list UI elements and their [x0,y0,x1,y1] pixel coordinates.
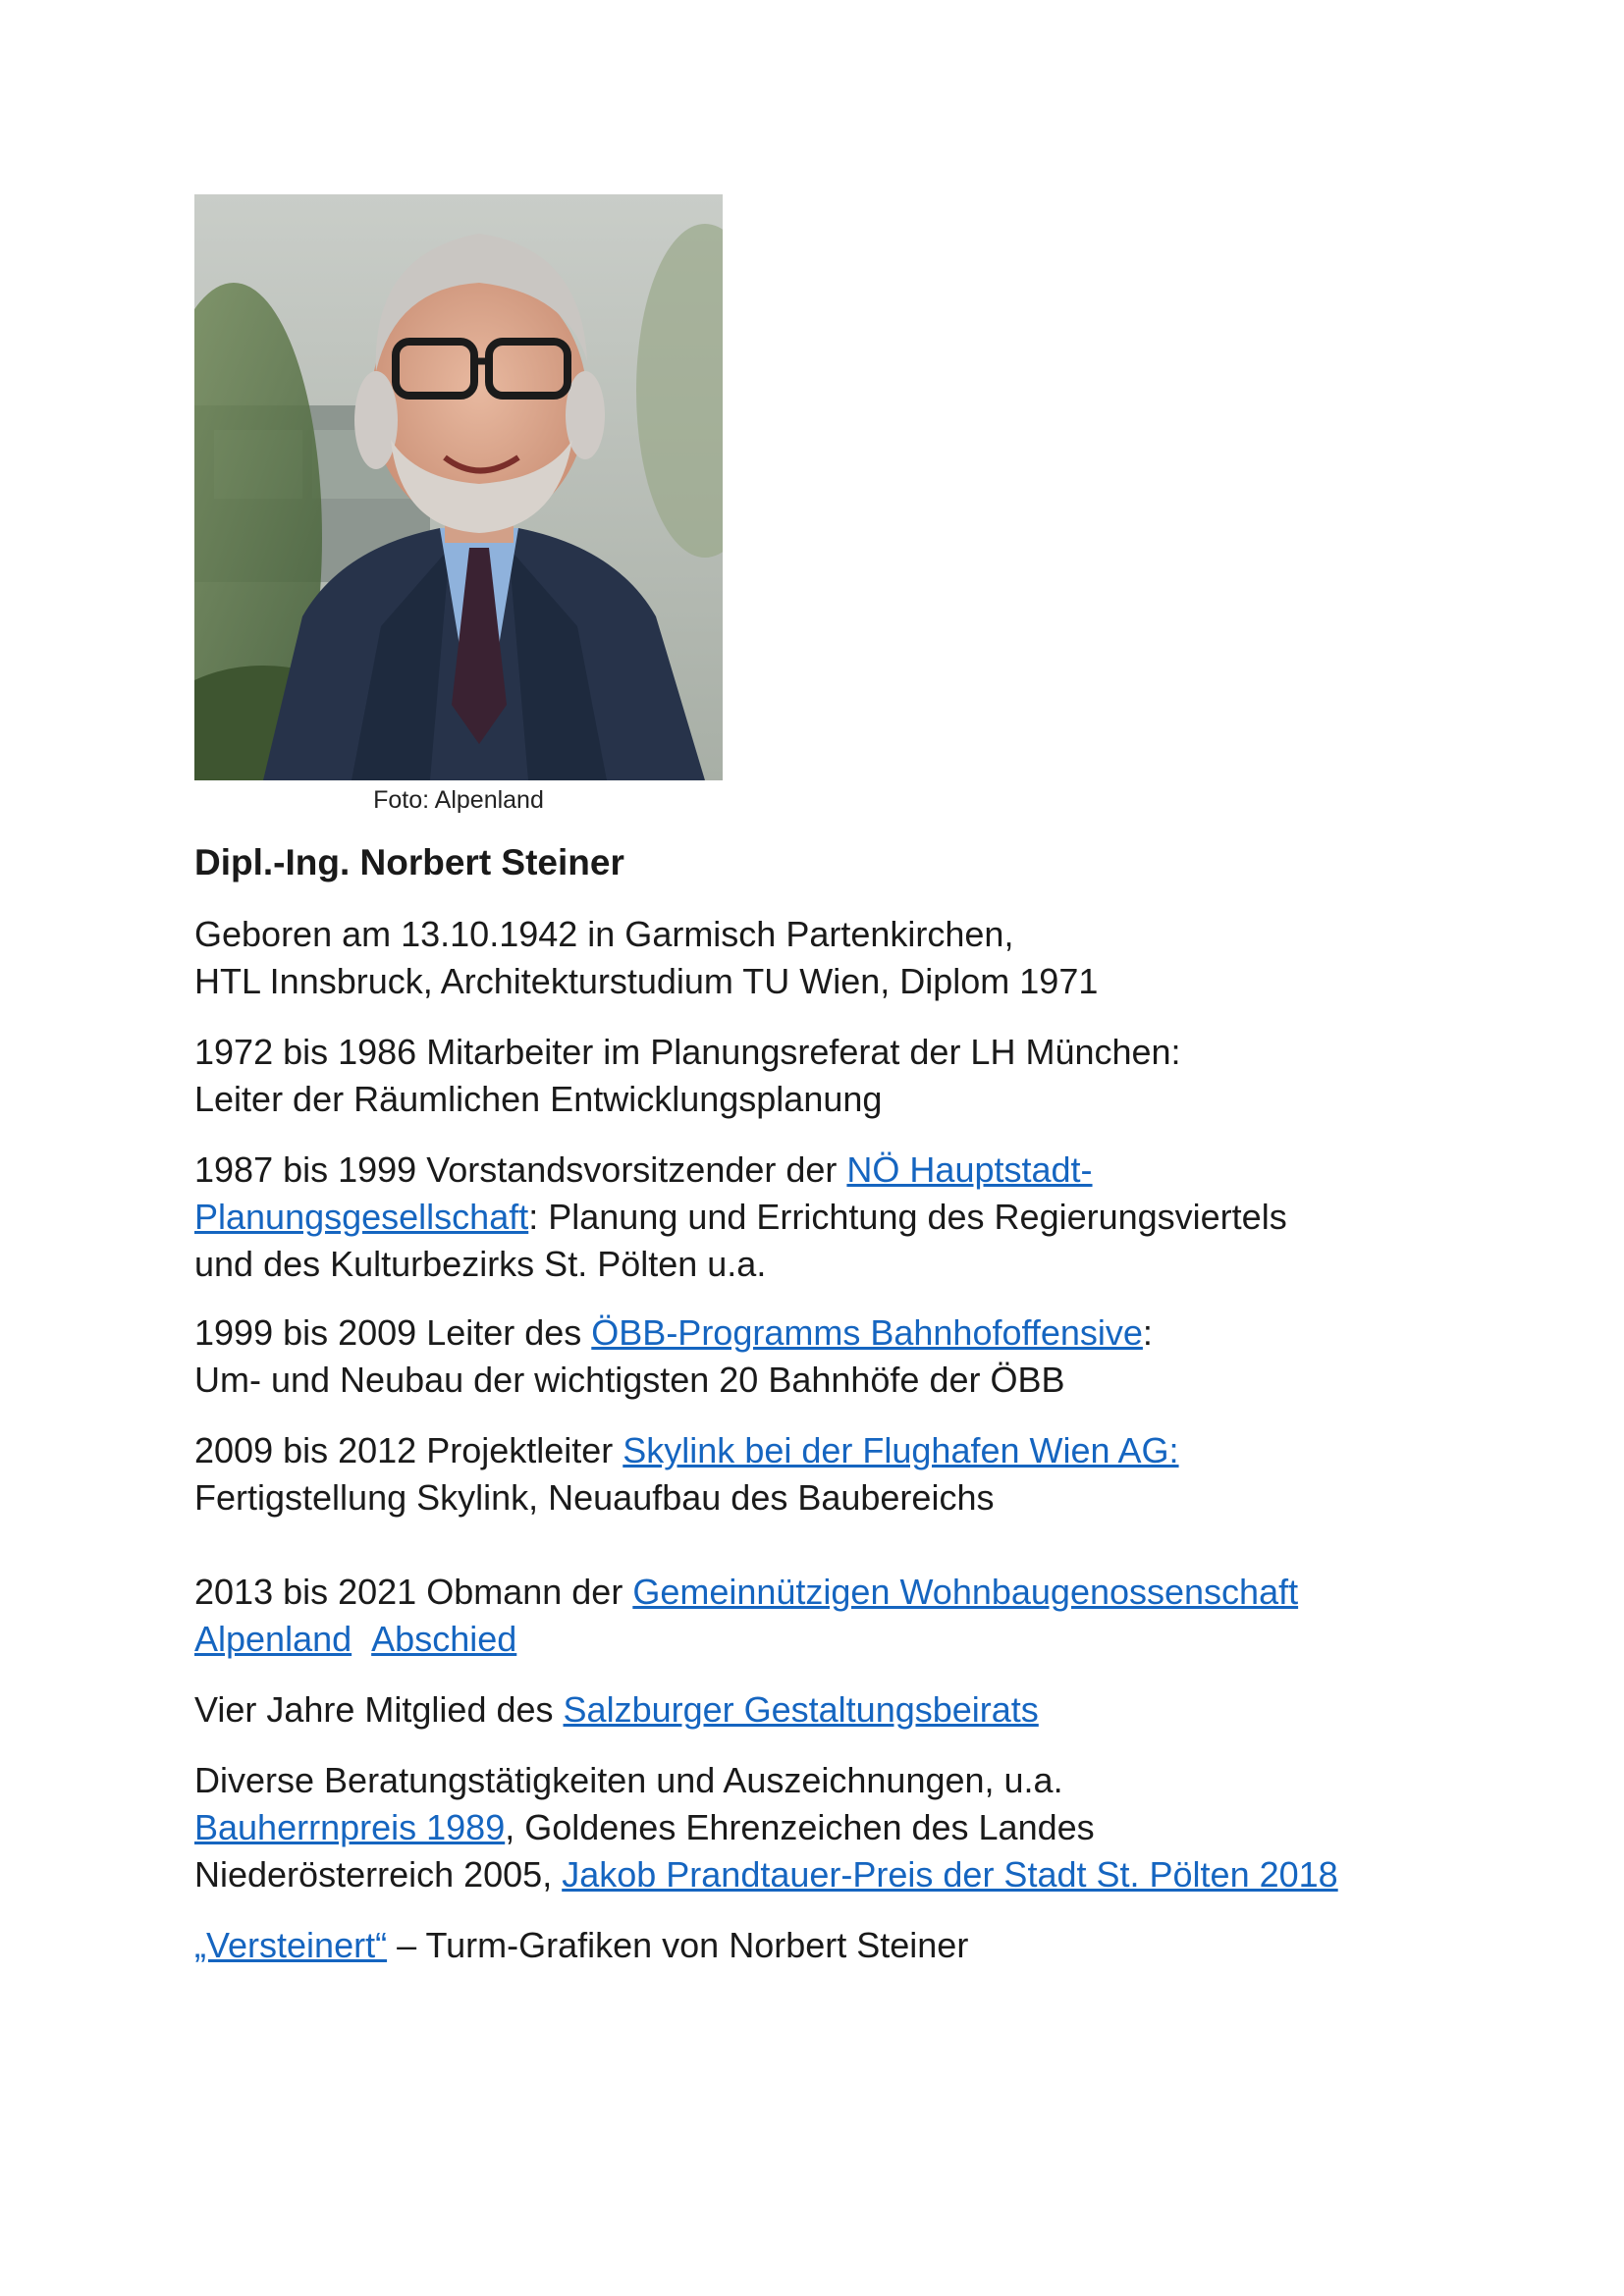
bio-birth-line1: Geboren am 13.10.1942 in Garmisch Partenkirchen, [194,914,1014,954]
photo-caption: Foto: Alpenland [373,786,544,814]
bio-noe-line3: und des Kulturbezirks St. Pölten u.a. [194,1244,767,1284]
versteinert-link[interactable]: „Versteinert“ [194,1925,388,1965]
bio-noe [194,1147,1287,1288]
bio-oebb-line1 [194,1309,1153,1357]
bio-alpenland [194,1569,1298,1663]
bio-oebb-post: : [1142,1312,1153,1353]
salzburg-link[interactable]: Salzburger Gestaltungsbeirats [563,1689,1039,1730]
bio-munich [194,1029,1181,1123]
prandtauer-link[interactable]: Jakob Prandtauer-Preis der Stadt St. Pölten 2018 [562,1854,1338,1895]
bio-oebb [194,1309,1153,1404]
alpenland-link-a[interactable]: Gemeinnützigen Wohnbaugenossenschaft [632,1572,1299,1612]
portrait-illustration [194,194,723,780]
person-name: Dipl.-Ing. Norbert Steiner [194,842,624,882]
bio-birth-line2: HTL Innsbruck, Architekturstudium TU Wien, Diplom 1971 [194,961,1099,1001]
abschied-link[interactable]: Abschied [371,1619,517,1659]
noe-hauptstadt-link-b[interactable]: Planungsgesellschaft [194,1197,529,1237]
bio-alpenland-line2 [194,1616,1298,1663]
bio-skylink-line2: Fertigstellung Skylink, Neuaufbau des Baubereichs [194,1477,995,1518]
bio-alpenland-pre: 2013 bis 2021 Obmann der [194,1572,633,1612]
bio-salzburg [194,1686,1039,1734]
bio-noe-line2 [194,1194,1287,1241]
portrait-photo [194,194,723,780]
bio-munich-line1: 1972 bis 1986 Mitarbeiter im Planungsreferat der LH München: [194,1032,1181,1072]
bio-salzburg-pre: Vier Jahre Mitglied des [194,1689,564,1730]
bio-oebb-pre: 1999 bis 2009 Leiter des [194,1312,592,1353]
bio-awards-line2 [194,1804,1338,1851]
bauherrnpreis-link[interactable]: Bauherrnpreis 1989 [194,1807,506,1847]
bio-noe-post: : Planung und Errichtung des Regierungsviertels [528,1197,1287,1237]
bio-skylink [194,1427,1179,1522]
bio-graphics [194,1922,968,1969]
bio-awards-line3 [194,1851,1338,1898]
bio-awards [194,1757,1338,1898]
bio-noe-line1 [194,1147,1287,1194]
bio-munich-line2: Leiter der Räumlichen Entwicklungsplanung [194,1079,883,1119]
bio-salzburg-line1 [194,1686,1039,1734]
bio-graphics-post: – Turm-Grafiken von Norbert Steiner [387,1925,969,1965]
skylink-link[interactable]: Skylink bei der Flughafen Wien AG: [623,1430,1179,1470]
bio-awards-mid: , Goldenes Ehrenzeichen des Landes [505,1807,1095,1847]
bio-skylink-line1 [194,1427,1179,1474]
noe-hauptstadt-link-a[interactable]: NÖ Hauptstadt- [846,1149,1093,1190]
bio-awards-line1: Diverse Beratungstätigkeiten und Auszeichnungen, u.a. [194,1760,1063,1800]
bio-oebb-line2: Um- und Neubau der wichtigsten 20 Bahnhöfe der ÖBB [194,1360,1065,1400]
bio-birth [194,911,1098,1005]
bio-alpenland-line1 [194,1569,1298,1616]
bio-awards-pre3: Niederösterreich 2005, [194,1854,563,1895]
bio-noe-pre: 1987 bis 1999 Vorstandsvorsitzender der [194,1149,847,1190]
bio-skylink-pre: 2009 bis 2012 Projektleiter [194,1430,623,1470]
alpenland-link-b[interactable]: Alpenland [194,1619,352,1659]
bio-graphics-line1 [194,1922,968,1969]
oebb-link[interactable]: ÖBB-Programms Bahnhofoffensive [591,1312,1143,1353]
